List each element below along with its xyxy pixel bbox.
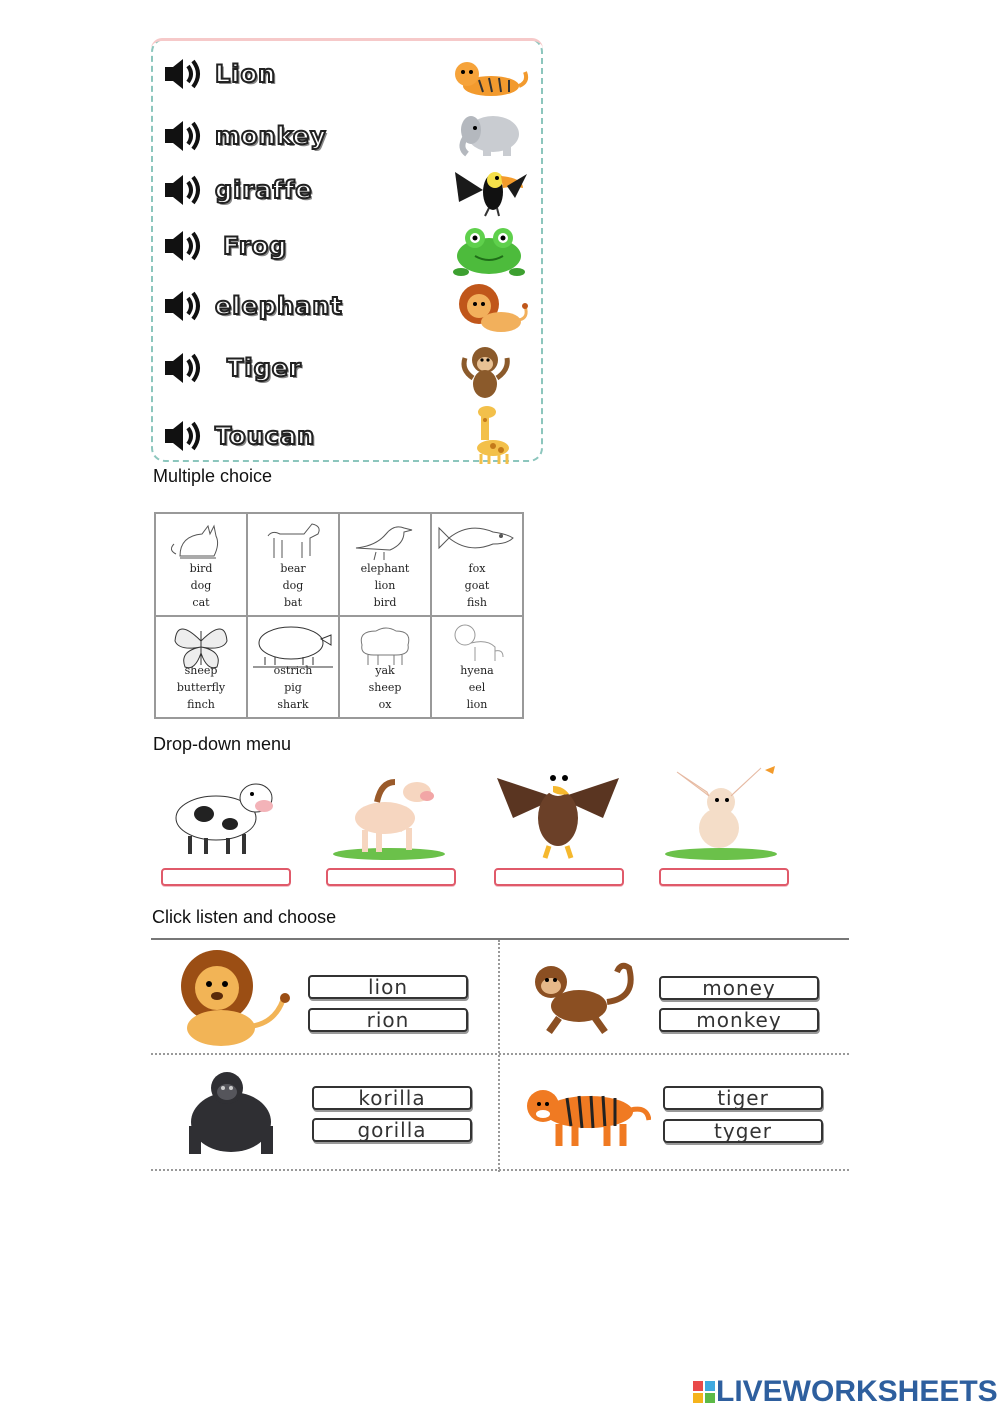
mc-option[interactable]: sheep — [184, 664, 218, 677]
choice-button[interactable]: rion — [308, 1008, 468, 1032]
mc-option[interactable]: lion — [466, 698, 488, 711]
divider — [151, 938, 849, 940]
mc-cell-sheep — [339, 616, 431, 719]
dropdown-select[interactable] — [326, 868, 456, 886]
mc-option[interactable]: bird — [373, 595, 397, 609]
cow-picture — [160, 762, 290, 862]
speaker-icon[interactable] — [163, 229, 207, 263]
dropdown-select[interactable] — [494, 868, 624, 886]
mc-option[interactable]: butterfly — [176, 681, 226, 694]
divider — [498, 940, 500, 1172]
monkey-picture[interactable] — [449, 342, 529, 400]
word-label: elephant — [215, 292, 343, 320]
mc-option[interactable]: fish — [466, 595, 488, 609]
word-label: giraffe — [215, 176, 313, 204]
divider — [151, 1169, 849, 1171]
dropdown-select[interactable] — [161, 868, 291, 886]
listen-choose-area — [151, 938, 849, 1172]
mc-option[interactable]: bear — [280, 561, 306, 575]
lion-picture[interactable] — [159, 948, 309, 1048]
choice-button[interactable]: tyger — [663, 1119, 823, 1143]
speaker-icon[interactable] — [163, 351, 207, 385]
choice-button[interactable]: money — [659, 976, 819, 1000]
mc-cell-fish — [431, 513, 523, 616]
rabbit-picture — [657, 762, 787, 862]
mc-option[interactable]: yak — [375, 664, 395, 677]
pig-drawing — [251, 621, 335, 671]
mc-cell-pig — [247, 616, 339, 719]
multiple-choice-grid — [154, 512, 524, 719]
word-label: Frog — [223, 232, 288, 260]
mc-option[interactable]: goat — [464, 578, 490, 592]
speaker-icon[interactable] — [163, 173, 207, 207]
tiger-picture[interactable] — [519, 1080, 651, 1150]
mc-cell-dog — [247, 513, 339, 616]
dropdown-select[interactable] — [659, 868, 789, 886]
word-label: Toucan — [215, 422, 316, 450]
logo-icon — [692, 1380, 716, 1404]
section-heading: Multiple choice — [153, 466, 273, 486]
mc-option[interactable]: pig — [284, 681, 302, 694]
cat-drawing — [166, 518, 236, 562]
word-row-toucan[interactable] — [163, 416, 315, 456]
card-top-border — [151, 38, 543, 49]
speaker-icon[interactable] — [163, 119, 207, 153]
lion-picture[interactable] — [449, 280, 529, 336]
choice-button[interactable]: korilla — [312, 1086, 472, 1110]
mc-option[interactable]: sheep — [368, 681, 402, 694]
mc-option[interactable]: fox — [468, 561, 486, 575]
mc-option[interactable]: elephant — [360, 561, 410, 575]
mc-option[interactable]: ostrich — [273, 664, 313, 677]
mc-option[interactable]: cat — [192, 595, 210, 609]
choice-button[interactable]: gorilla — [312, 1118, 472, 1142]
word-label: monkey — [215, 122, 327, 150]
word-label: Lion — [215, 60, 277, 88]
choice-button[interactable]: tiger — [663, 1086, 823, 1110]
word-row-giraffe[interactable] — [163, 170, 313, 210]
mc-cell-lion — [431, 616, 523, 719]
match-card — [151, 38, 543, 462]
lion-drawing — [447, 621, 507, 665]
butterfly-drawing — [171, 621, 231, 671]
mc-cell-butterfly — [155, 616, 247, 719]
bird-drawing — [350, 518, 420, 562]
monkey-picture[interactable] — [519, 958, 649, 1038]
speaker-icon[interactable] — [163, 419, 207, 453]
mc-cell-bird — [339, 513, 431, 616]
speaker-icon[interactable] — [163, 289, 207, 323]
mc-cell-cat — [155, 513, 247, 616]
elephant-picture[interactable] — [449, 108, 529, 158]
word-label: Tiger — [227, 354, 302, 382]
mc-option[interactable]: eel — [468, 681, 486, 694]
frog-picture[interactable] — [449, 224, 529, 278]
tiger-picture[interactable] — [449, 52, 529, 102]
mc-option[interactable]: ox — [378, 698, 392, 711]
mc-option[interactable]: bird — [189, 561, 213, 575]
dog-drawing — [258, 518, 328, 562]
word-row-elephant[interactable] — [163, 286, 343, 326]
eagle-picture — [493, 758, 623, 862]
mc-option[interactable]: bat — [283, 595, 303, 609]
gorilla-picture[interactable] — [179, 1066, 283, 1156]
mc-option[interactable]: lion — [374, 578, 396, 592]
mc-option[interactable]: dog — [282, 578, 304, 592]
toucan-picture[interactable] — [449, 162, 529, 220]
giraffe-picture[interactable] — [449, 404, 529, 464]
mc-option[interactable]: shark — [277, 698, 309, 711]
mc-option[interactable]: hyena — [460, 664, 494, 677]
section-heading: Click listen and choose — [152, 907, 337, 927]
logo-text: LIVEWORKSHEETS — [716, 1375, 998, 1408]
section-heading: Drop-down menu — [153, 734, 292, 754]
sheep-drawing — [350, 621, 420, 667]
word-row-monkey[interactable] — [163, 116, 327, 156]
word-row-frog[interactable] — [163, 226, 287, 266]
liveworksheets-logo — [692, 1375, 998, 1409]
divider — [151, 1053, 849, 1055]
choice-button[interactable]: monkey — [659, 1008, 819, 1032]
word-row-lion[interactable] — [163, 54, 276, 94]
speaker-icon[interactable] — [163, 57, 207, 91]
choice-button[interactable]: lion — [308, 975, 468, 999]
horse-picture — [325, 762, 455, 862]
word-row-tiger[interactable] — [163, 348, 302, 388]
fish-drawing — [437, 518, 517, 558]
mc-option[interactable]: finch — [187, 698, 215, 711]
mc-option[interactable]: dog — [190, 578, 212, 592]
